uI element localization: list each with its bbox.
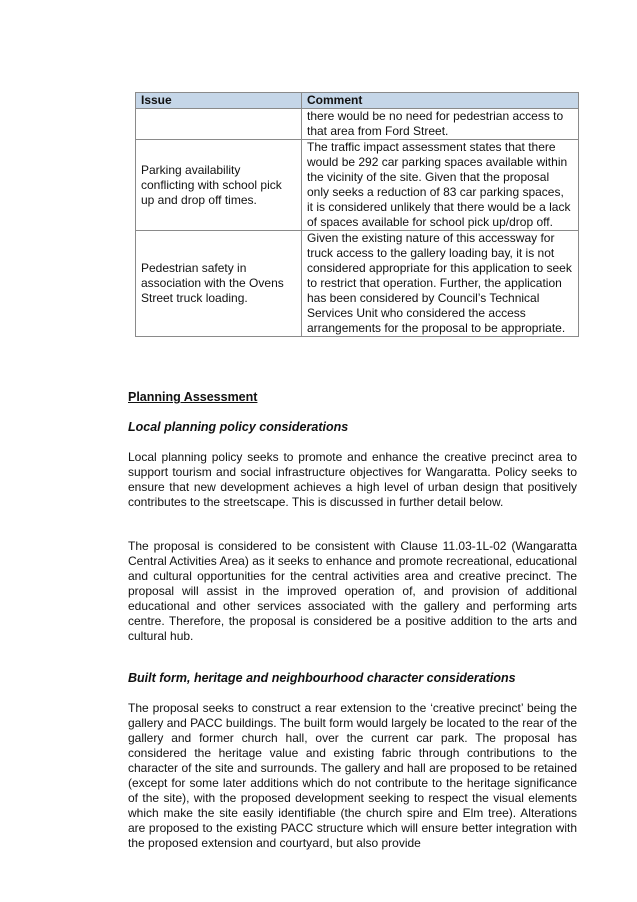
local-policy-paragraph-1: Local planning policy seeks to promote and enhance the creative precinct area to support tourism and social infrastructure objectives for Wangaratta. Policy seeks to ensure that new development achieves a high level of urban design that positively contributes to the streetscape. This is discussed in further detail below. [128,450,577,509]
built-form-paragraph-1: The proposal seeks to construct a rear extension to the ‘creative precinct’ being the gallery and PACC buildings. The built form would largely be located to the rear of the gallery and former church hall, over the current car park. The proposal has considered the heritage value and existing fabric through contributions to the character of the site and surrounds. The gallery and hall are proposed to be retained (except for some later additions which do not contribute to the heritage significance of the site), with the proposed development seeking to respect the visual elements which make the site easily identifiable (the church spire and Elm tree). Alterations are proposed to the existing PACC structure which will ensure better integration with the proposed extension and courtyard, but also provide [128,701,577,850]
issue-cell [136,109,302,140]
table-row [136,231,579,337]
local-policy-paragraph-2: The proposal is considered to be consistent with Clause 11.03-1L-02 (Wangaratta Central Activities Area) as it seeks to enhance and promote recreational, educational and cultural opportunities for the central activities area and creative precinct. The proposal will assist in the improved operation of, and provision of additional educational and other services associated with the gallery and performing arts centre. Therefore, the proposal is considered be a positive addition to the arts and cultural hub. [128,539,577,643]
issues-table [135,92,579,337]
comment-cell: The traffic impact assessment states that there would be 292 car parking spaces available within the vicinity of the site. Given that the proposal only seeks a reduction of 83 car parking spaces, it is considered unlikely that there would be a lack of spaces available for school pick up/drop off. [302,140,579,231]
issue-cell: Pedestrian safety in association with the Ovens Street truck loading. [136,231,302,337]
planning-assessment-heading: Planning Assessment [128,390,258,404]
header-comment: Comment [302,93,579,109]
issue-cell: Parking availability conflicting with school pick up and drop off times. [136,140,302,231]
built-form-heading: Built form, heritage and neighbourhood character considerations [128,671,516,685]
header-issue: Issue [136,93,302,109]
table-row [136,140,579,231]
comment-cell: Given the existing nature of this accessway for truck access to the gallery loading bay, it is not considered appropriate for this application to seek to restrict that operation. Further, the application has been considered by Council’s Technical Services Unit who considered the access arrangements for the proposal to be appropriate. [302,231,579,337]
table-header-row [136,93,579,109]
table-row [136,109,579,140]
local-policy-heading: Local planning policy considerations [128,420,349,434]
comment-cell: there would be no need for pedestrian access to that area from Ford Street. [302,109,579,140]
